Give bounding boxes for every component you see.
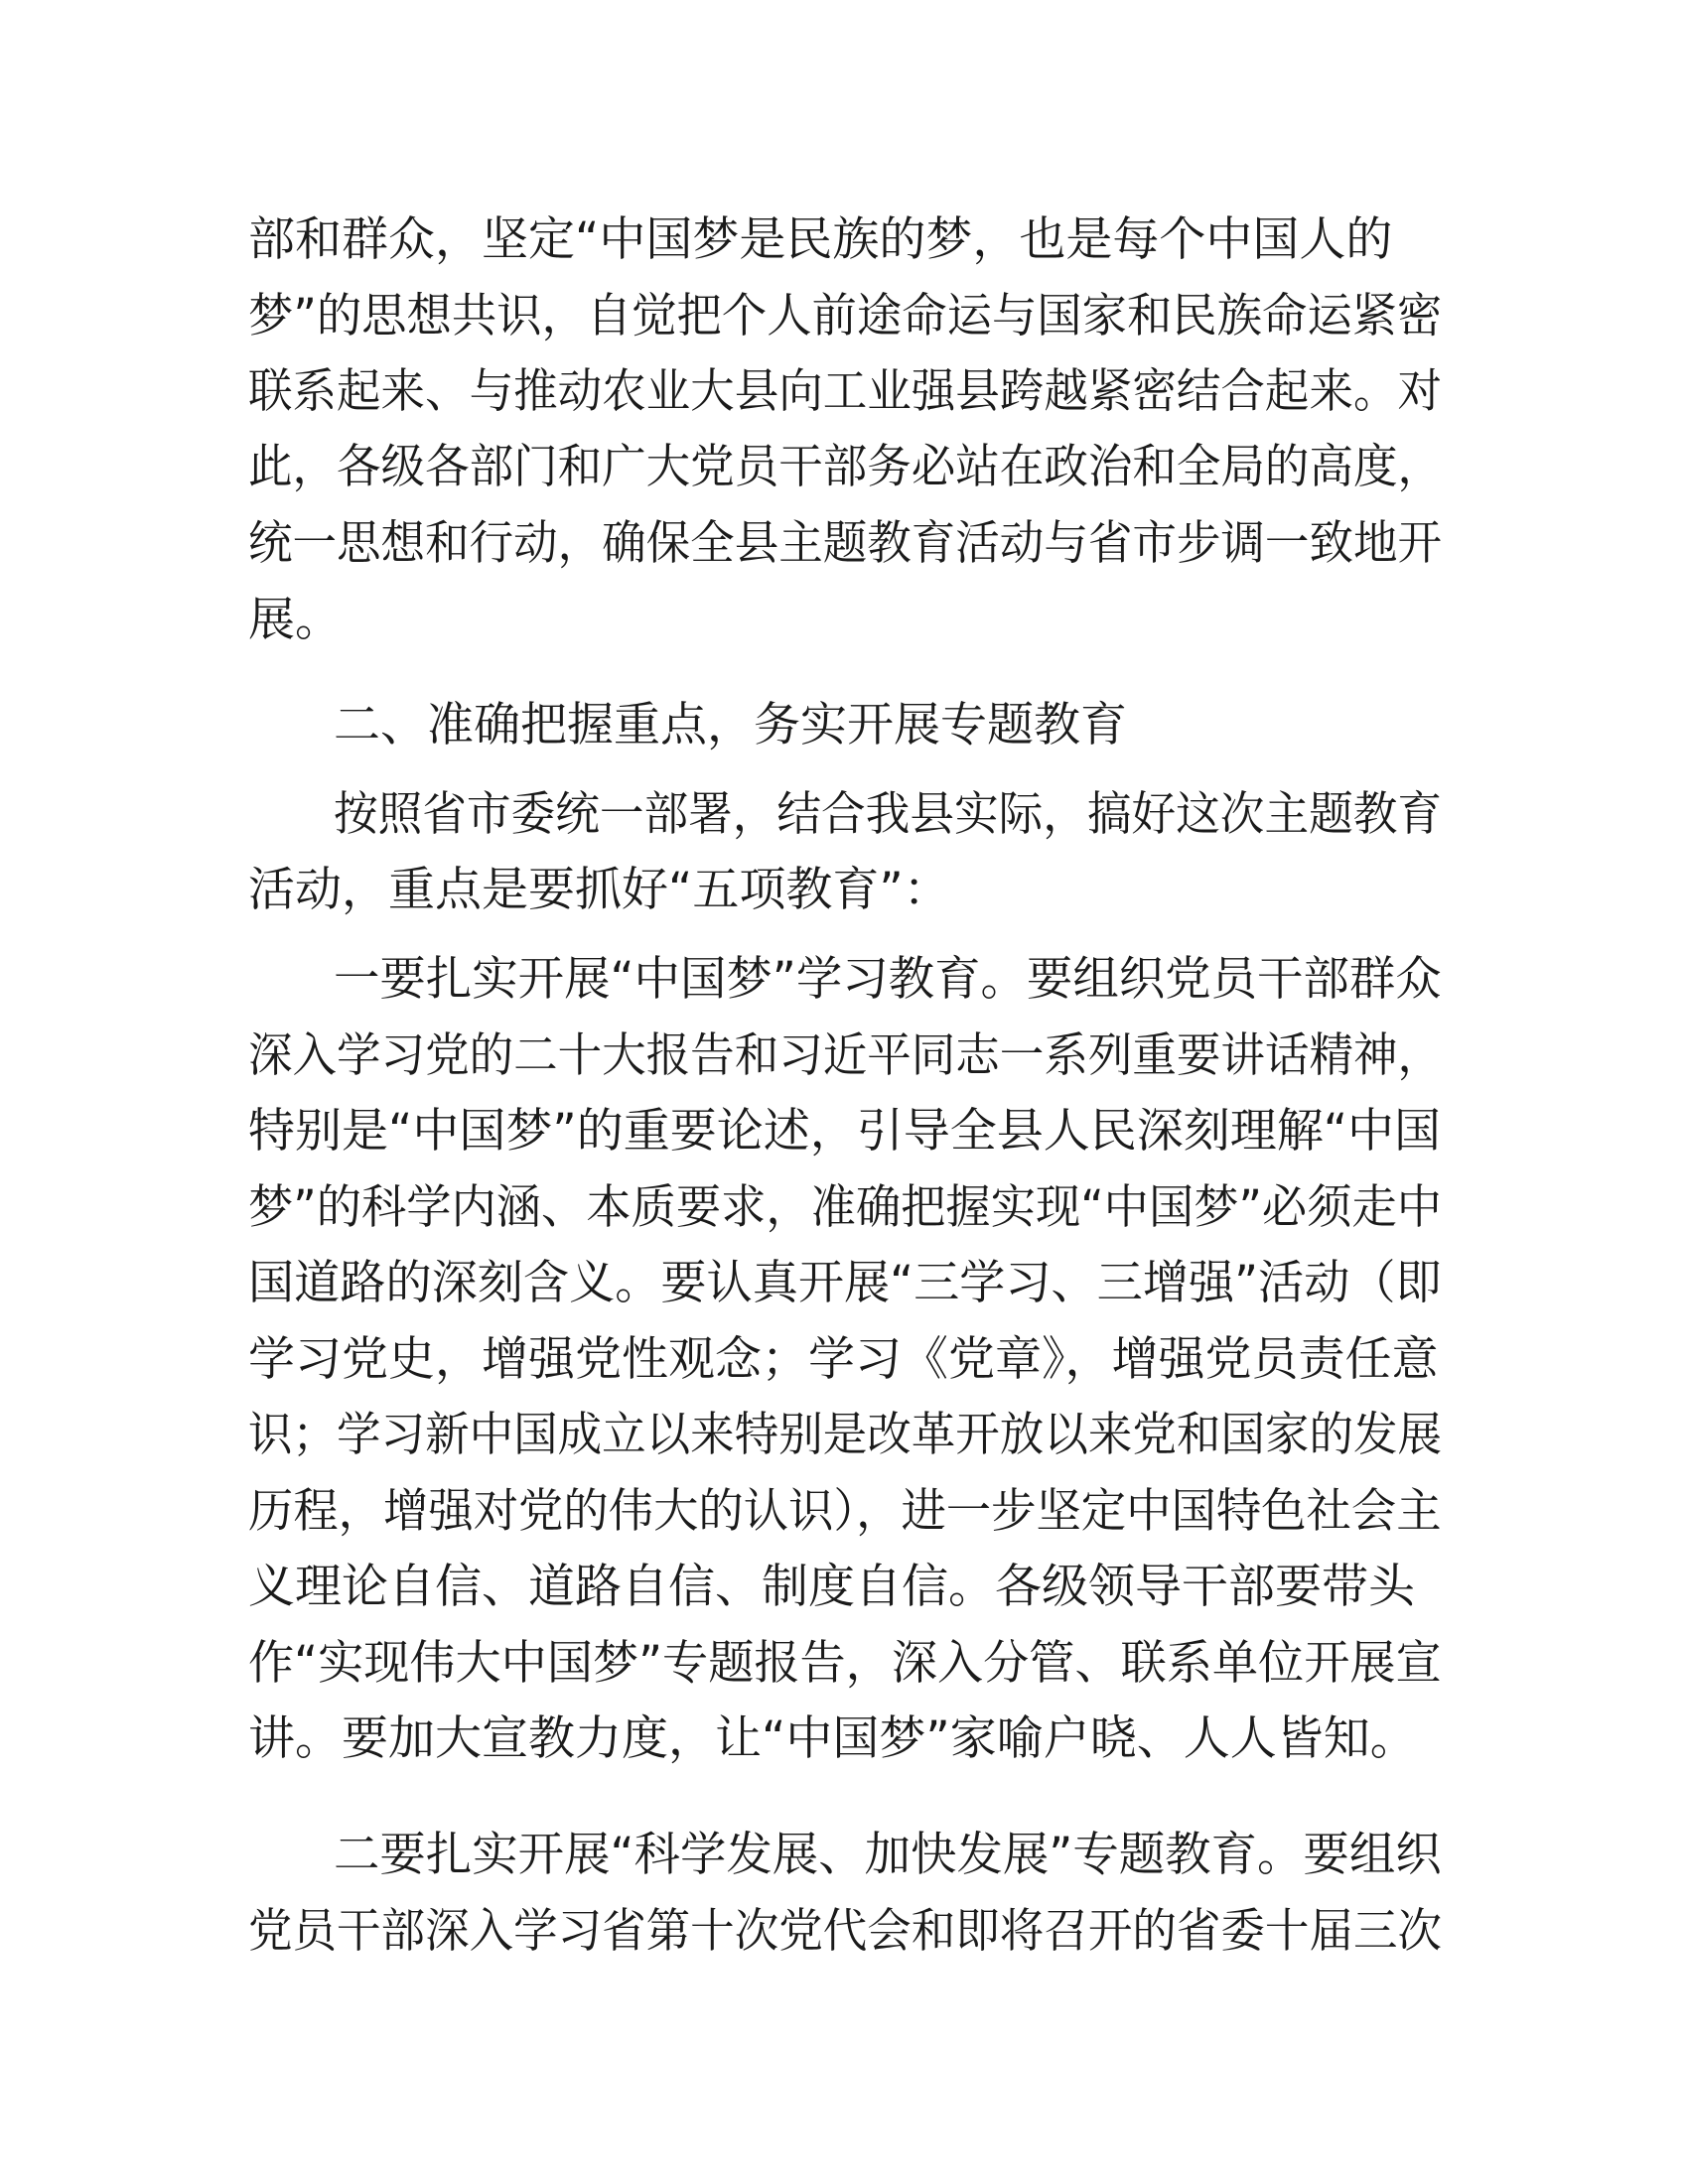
text-line: 联系起来、与推动农业大县向工业强县跨越紧密结合起来。对: [248, 364, 1442, 419]
section-heading: 二、准确把握重点，务实开展专题教育: [334, 698, 1127, 752]
text-line: 梦”的科学内涵、本质要求，准确把握实现“中国梦”必须走中: [248, 1180, 1442, 1235]
text-line: 讲。要加大宣教力度，让“中国梦”家喻户晓、人人皆知。: [248, 1711, 1417, 1766]
text-line: 部和群众，坚定“中国梦是民族的梦，也是每个中国人的: [248, 212, 1393, 267]
text-line: 学习党史，增强党性观念；学习《党章》，增强党员责任意: [248, 1332, 1439, 1387]
text-line: 深入学习党的二十大报告和习近平同志一系列重要讲话精神，: [248, 1028, 1442, 1083]
text-line: 特别是“中国梦”的重要论述，引导全县人民深刻理解“中国: [248, 1104, 1442, 1159]
text-line: 此，各级各部门和广大党员干部务必站在政治和全局的高度，: [248, 440, 1442, 494]
text-line: 党员干部深入学习省第十次党代会和即将召开的省委十届三次: [248, 1904, 1442, 1959]
text-line: 识；学习新中国成立以来特别是改革开放以来党和国家的发展: [248, 1408, 1442, 1462]
text-line: 二要扎实开展“科学发展、加快发展”专题教育。要组织: [334, 1828, 1442, 1882]
text-line: 义理论自信、道路自信、制度自信。各级领导干部要带头: [248, 1560, 1415, 1614]
text-line: 作“实现伟大中国梦”专题报告，深入分管、联系单位开展宣: [248, 1636, 1442, 1691]
text-line: 按照省市委统一部署，结合我县实际，搞好这次主题教育: [334, 787, 1443, 842]
text-line: 一要扎实开展“中国梦”学习教育。要组织党员干部群众: [334, 952, 1442, 1007]
text-line: 国道路的深刻含义。要认真开展“三学习、三增强”活动（即: [248, 1256, 1442, 1310]
text-line: 展。: [248, 593, 342, 647]
text-line: 活动，重点是要抓好“五项教育”：: [248, 863, 950, 917]
text-line: 历程，增强对党的伟大的认识），进一步坚定中国特色社会主: [248, 1484, 1442, 1539]
text-line: 统一思想和行动，确保全县主题教育活动与省市步调一致地开: [248, 516, 1442, 571]
text-line: 梦”的思想共识，自觉把个人前途命运与国家和民族命运紧密: [248, 289, 1443, 343]
